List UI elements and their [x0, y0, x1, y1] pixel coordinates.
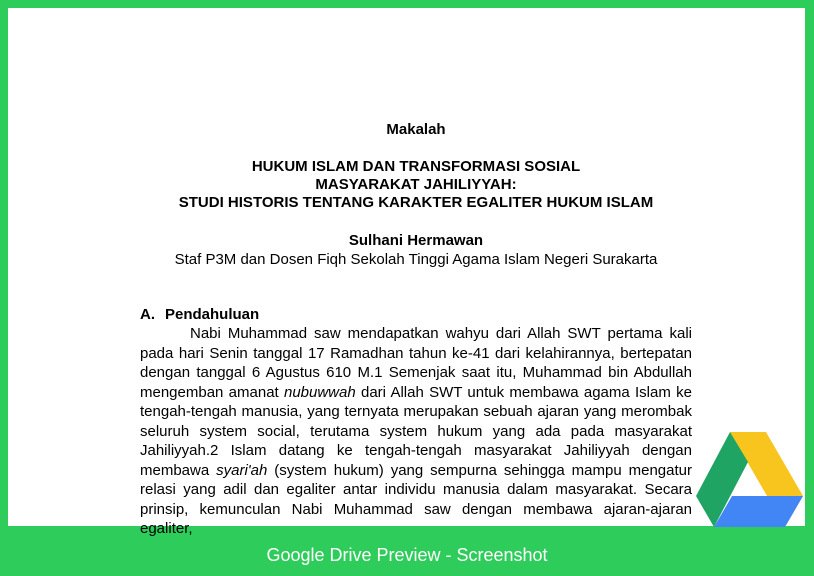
section-number: A. — [140, 306, 155, 323]
author-name: Sulhani Hermawan — [348, 232, 484, 249]
section-heading — [140, 306, 259, 323]
paragraph-text: dari Allah SWT untuk membawa agama Islam ke tengah-tengah manusia, yang ternyata merupakan sebuah ajaran yang merombak seluruh system social, terutama system hukum yang ada pada masyarakat Jahiliyyah.2 Islam datang ke tengah-tengah masyarakat Jahiliyyah dengan membawa — [140, 383, 692, 479]
document-preview-frame — [8, 8, 805, 537]
italic-term: nubuwwah — [283, 383, 356, 401]
google-drive-logo-icon — [696, 429, 804, 529]
document-title — [140, 158, 692, 212]
section-title: Pendahuluan — [165, 306, 260, 323]
paragraph-text: Nabi Muhammad saw mendapatkan wahyu dari Allah SWT pertama kali pada hari Senin tanggal 17 Ramadhan tahun ke-41 dari kelahirannya, bertepatan dengan tanggal 6 Agustus 610 M.1 Semenjak saat itu, Muhammad bin Abdullah mengemban amanat — [140, 325, 692, 401]
paragraph-text: (system hukum) yang sempurna sehingga mampu mengatur relasi yang adil dan egaliter antar individu manusia dalam masyarakat. Secara prinsip, kemunculan Nabi Muhammad saw dengan membawa ajaran-ajaran egaliter, — [140, 461, 692, 537]
author-affiliation: Staf P3M dan Dosen Fiqh Sekolah Tinggi Agama Islam Negeri Surakarta — [174, 251, 658, 268]
preview-caption: Google Drive Preview - Screenshot — [266, 544, 548, 565]
document-type-label: Makalah — [386, 121, 446, 138]
title-line: STUDI HISTORIS TENTANG KARAKTER EGALITER HUKUM ISLAM — [178, 194, 654, 211]
body-paragraph — [140, 324, 692, 539]
title-line: HUKUM ISLAM DAN TRANSFORMASI SOSIAL — [251, 158, 581, 175]
title-line: MASYARAKAT JAHILIYYAH: — [315, 176, 517, 193]
italic-term: syari'ah — [216, 461, 268, 479]
preview-caption-bar — [0, 534, 814, 576]
